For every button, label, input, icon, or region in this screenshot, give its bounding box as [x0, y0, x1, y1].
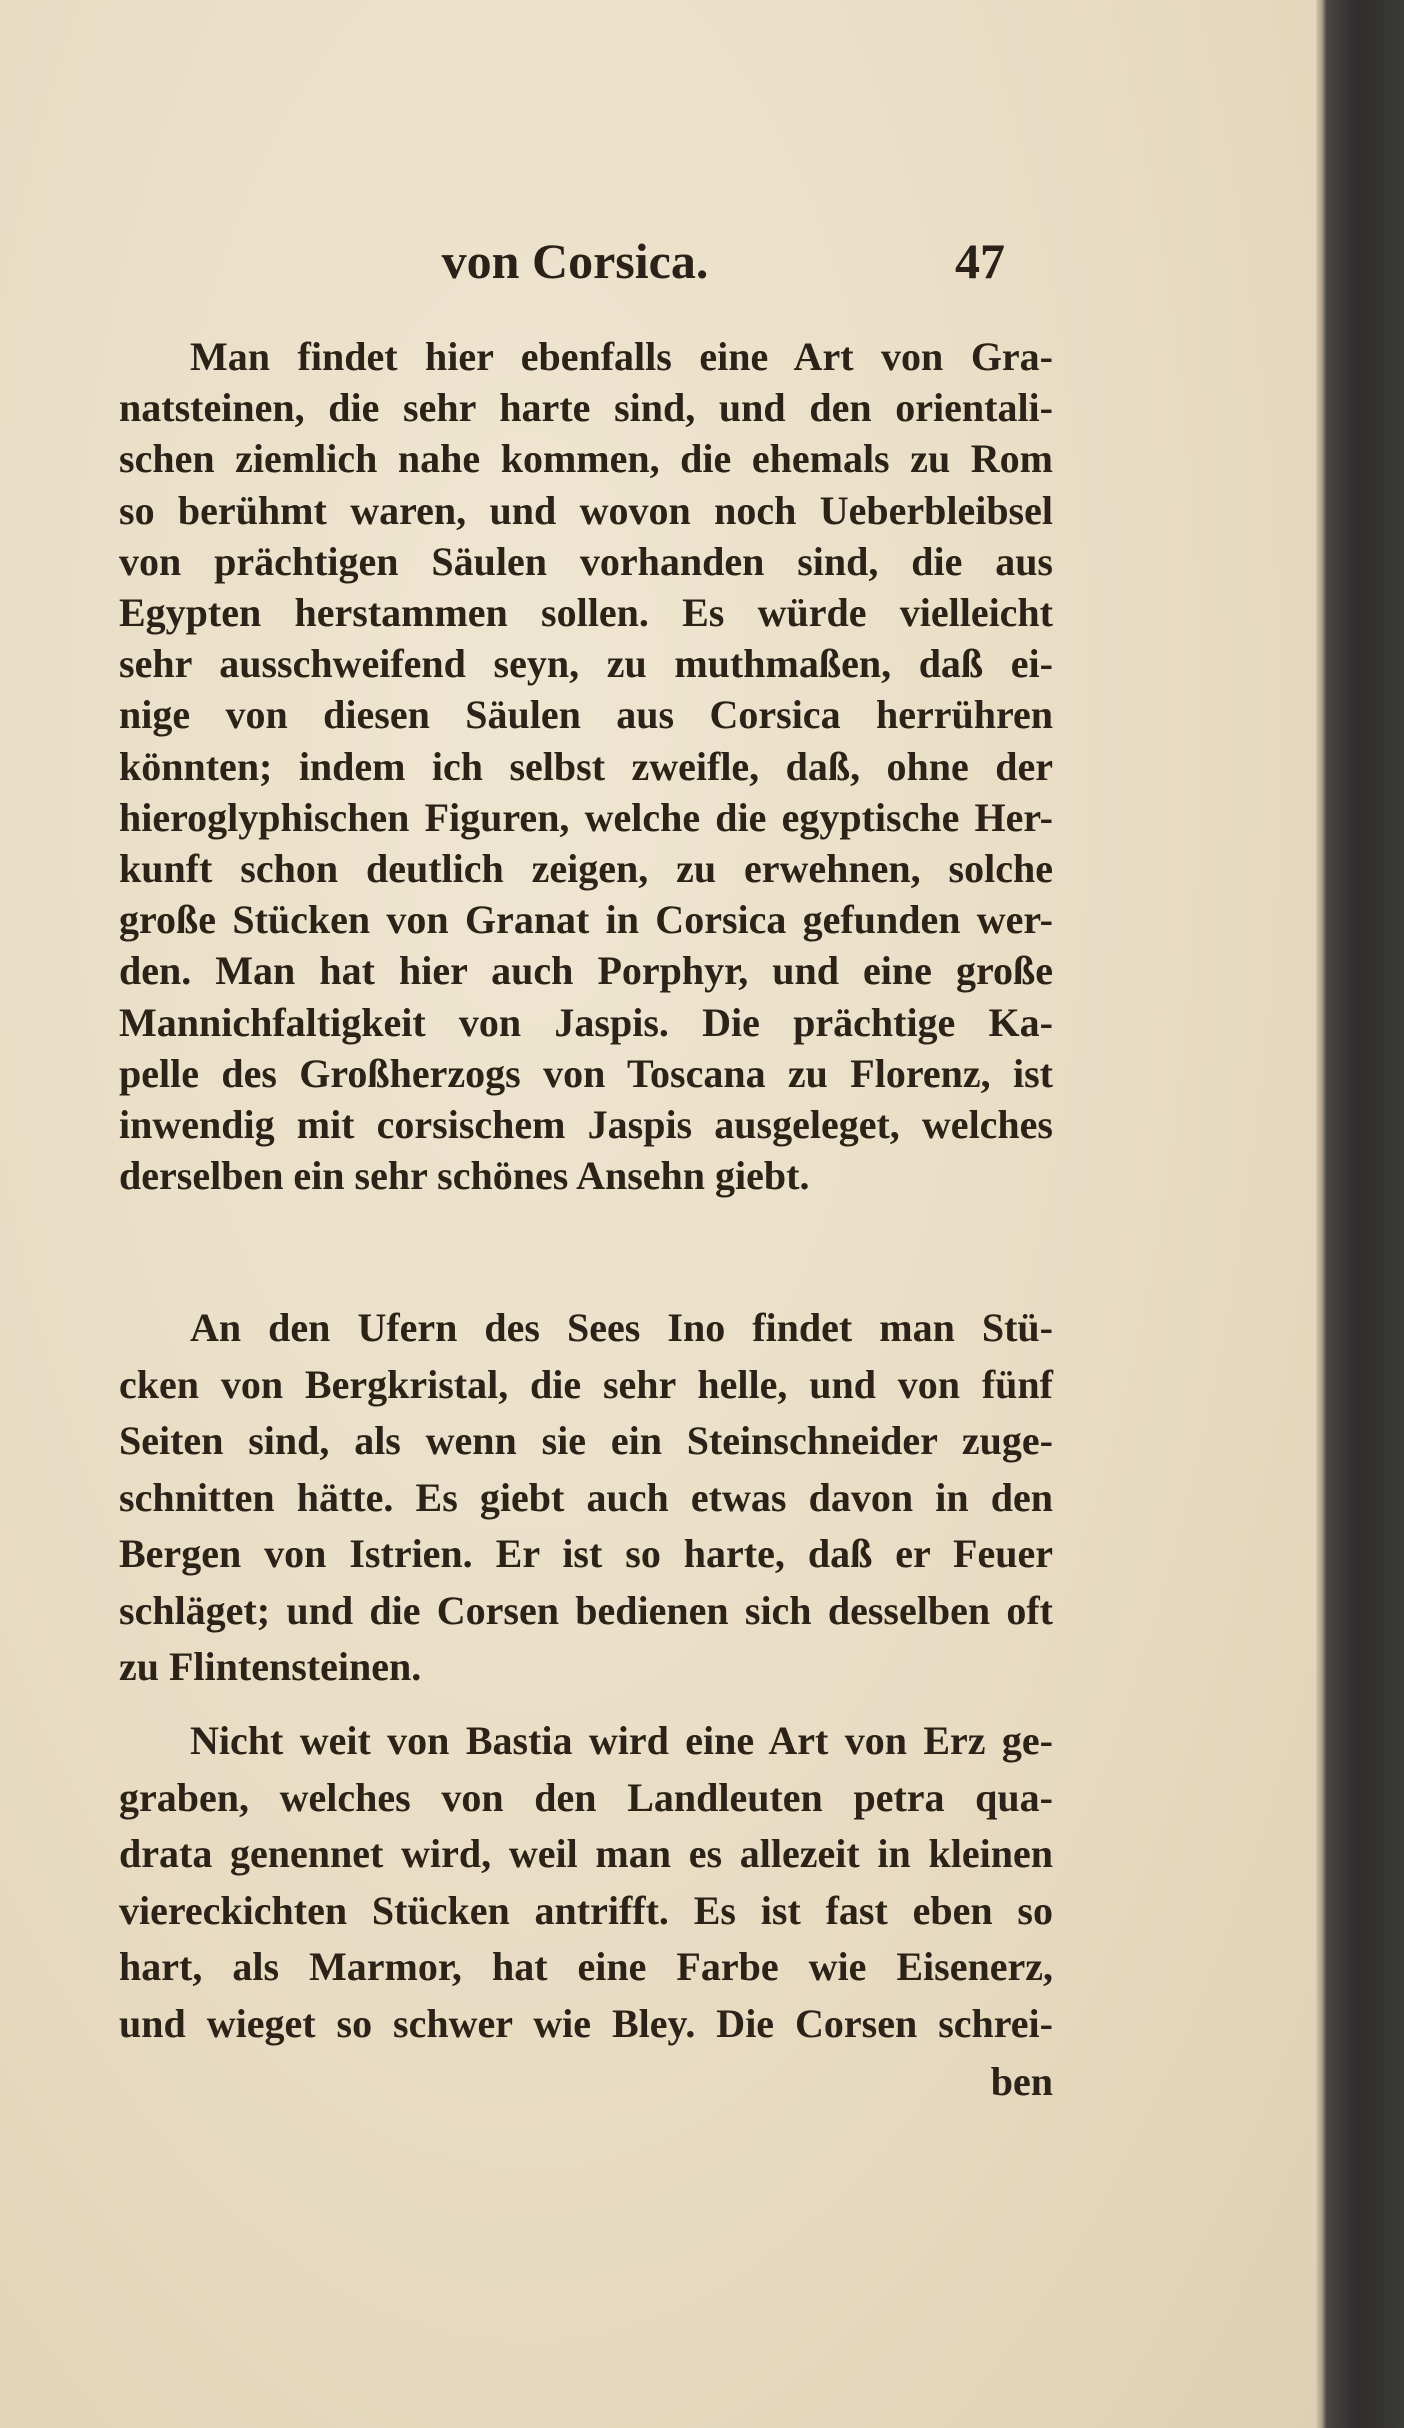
text-line: Egypten herstammen sollen. Es würde vielleicht: [119, 590, 1053, 635]
text-line: so berühmt waren, und wovon noch Ueberbleibsel: [119, 487, 1053, 533]
text-line: kunft schon deutlich zeigen, zu erwehnen, solche: [119, 846, 1053, 891]
text-line: hart, als Marmor, hat eine Farbe wie Eisenerz,: [119, 1944, 1053, 1989]
text-line: könnten; indem ich selbst zweifle, daß, ohne der: [119, 743, 1053, 789]
text-line: hieroglyphischen Figuren, welche die egyptische Her-: [119, 794, 1053, 840]
text-line: zu Flintensteinen.: [119, 1644, 422, 1689]
text-line: natsteinen, die sehr harte sind, und den orientali-: [119, 385, 1053, 431]
text-line: und wieget so schwer wie Bley. Die Corsen schrei-: [119, 2000, 1053, 2046]
text-line: Seiten sind, als wenn sie ein Steinschneider zuge-: [119, 1418, 1053, 1463]
running-head-title: von Corsica.: [441, 233, 709, 289]
text-line: drata genennet wird, weil man es allezeit in kleinen: [119, 1831, 1053, 1876]
text-line: Bergen von Istrien. Er ist so harte, daß er Feuer: [119, 1531, 1053, 1576]
text-line: große Stücken von Granat in Corsica gefunden wer-: [119, 897, 1053, 943]
text-line: viereckichten Stücken antrifft. Es ist fast eben so: [119, 1887, 1053, 1933]
text-line: von prächtigen Säulen vorhanden sind, die aus: [119, 538, 1053, 584]
text-line: schläget; und die Corsen bedienen sich desselben oft: [119, 1587, 1053, 1633]
text-line: nige von diesen Säulen aus Corsica herrühren: [119, 692, 1053, 738]
text-line: Man findet hier ebenfalls eine Art von Gra-: [190, 334, 1053, 379]
page-edge: [1316, 0, 1326, 2428]
text-line: sehr ausschweifend seyn, zu muthmaßen, daß ei-: [119, 641, 1053, 687]
text-line: den. Man hat hier auch Porphyr, und eine große: [119, 948, 1053, 994]
running-head: [0, 232, 1322, 292]
catchword: ben: [990, 2059, 1053, 2104]
text-line: pelle des Großherzogs von Toscana zu Florenz, ist: [119, 1050, 1053, 1096]
text-line: schnitten hätte. Es giebt auch etwas davon in den: [119, 1474, 1053, 1520]
text-line: derselben ein sehr schönes Ansehn giebt.: [119, 1153, 810, 1199]
text-line: An den Ufern des Sees Ino findet man Stü-: [190, 1305, 1053, 1350]
text-line: schen ziemlich nahe kommen, die ehemals zu Rom: [119, 436, 1053, 482]
text-line: cken von Bergkristal, die sehr helle, und von fünf: [119, 1361, 1053, 1407]
text-line: Nicht weit von Bastia wird eine Art von Erz ge-: [190, 1718, 1053, 1763]
text-line: graben, welches von den Landleuten petra qua-: [119, 1774, 1053, 1820]
text-line: Mannichfaltigkeit von Jaspis. Die prächtige Ka-: [119, 999, 1053, 1045]
text-line: inwendig mit corsischem Jaspis ausgeleget, welches: [119, 1102, 1053, 1147]
scan-background: [1326, 0, 1404, 2428]
page-number: 47: [955, 233, 1005, 289]
